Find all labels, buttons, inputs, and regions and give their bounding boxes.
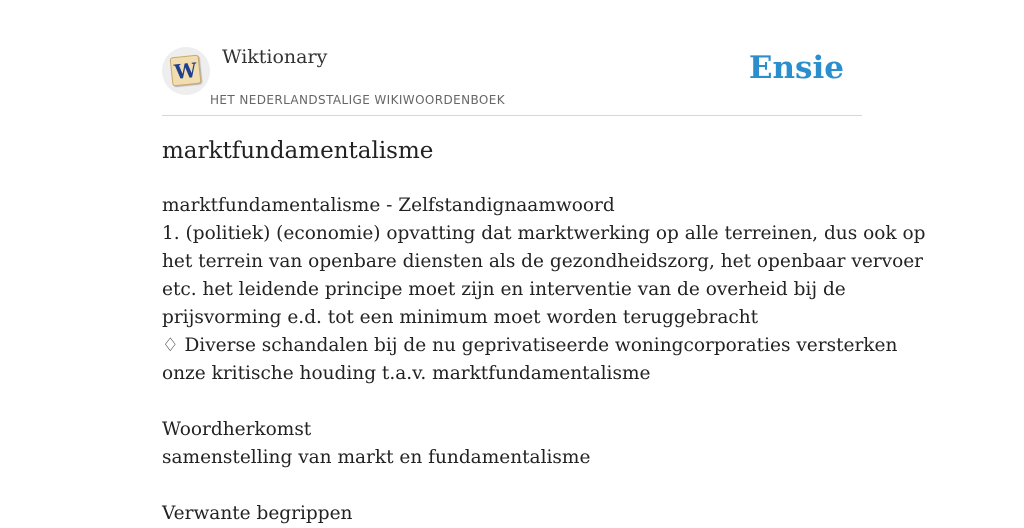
definition-line: etc. het leidende principe moet zijn en interventie van de overheid bij de: [162, 279, 846, 300]
etymology-heading: Woordherkomst: [162, 419, 312, 440]
entry-header-line: marktfundamentalisme - Zelfstandignaamwoord: [162, 195, 615, 216]
example-line: ♢ Diverse schandalen bij de nu geprivatiseerde woningcorporaties versterken: [162, 335, 898, 356]
etymology-text: samenstelling van markt en fundamentalisme: [162, 447, 591, 468]
definition-line: prijsvorming e.d. tot een minimum moet worden teruggebracht: [162, 307, 759, 328]
page: [162, 0, 926, 524]
entry-content: [162, 192, 926, 528]
definition-line: 1. (politiek) (economie) opvatting dat marktwerking op alle terreinen, dus ook op: [162, 223, 926, 244]
page-title: marktfundamentalisme: [162, 138, 434, 164]
spacer: [162, 472, 862, 500]
site-header: [162, 0, 862, 116]
ensie-brand-link[interactable]: Ensie: [748, 50, 844, 86]
spacer: [162, 388, 862, 416]
site-tagline: HET NEDERLANDSTALIGE WIKIWOORDENBOEK: [210, 93, 506, 107]
definition-line: het terrein van openbare diensten als de gezondheidszorg, het openbaar vervoer: [162, 251, 924, 272]
wiktionary-logo-icon[interactable]: [162, 47, 210, 95]
example-line: onze kritische houding t.a.v. marktfundamentalisme: [162, 363, 651, 384]
related-terms-heading: Verwante begrippen: [162, 503, 353, 524]
site-name[interactable]: Wiktionary: [222, 46, 328, 68]
logo-letter: W: [173, 57, 198, 85]
logo-tile: [170, 55, 202, 87]
